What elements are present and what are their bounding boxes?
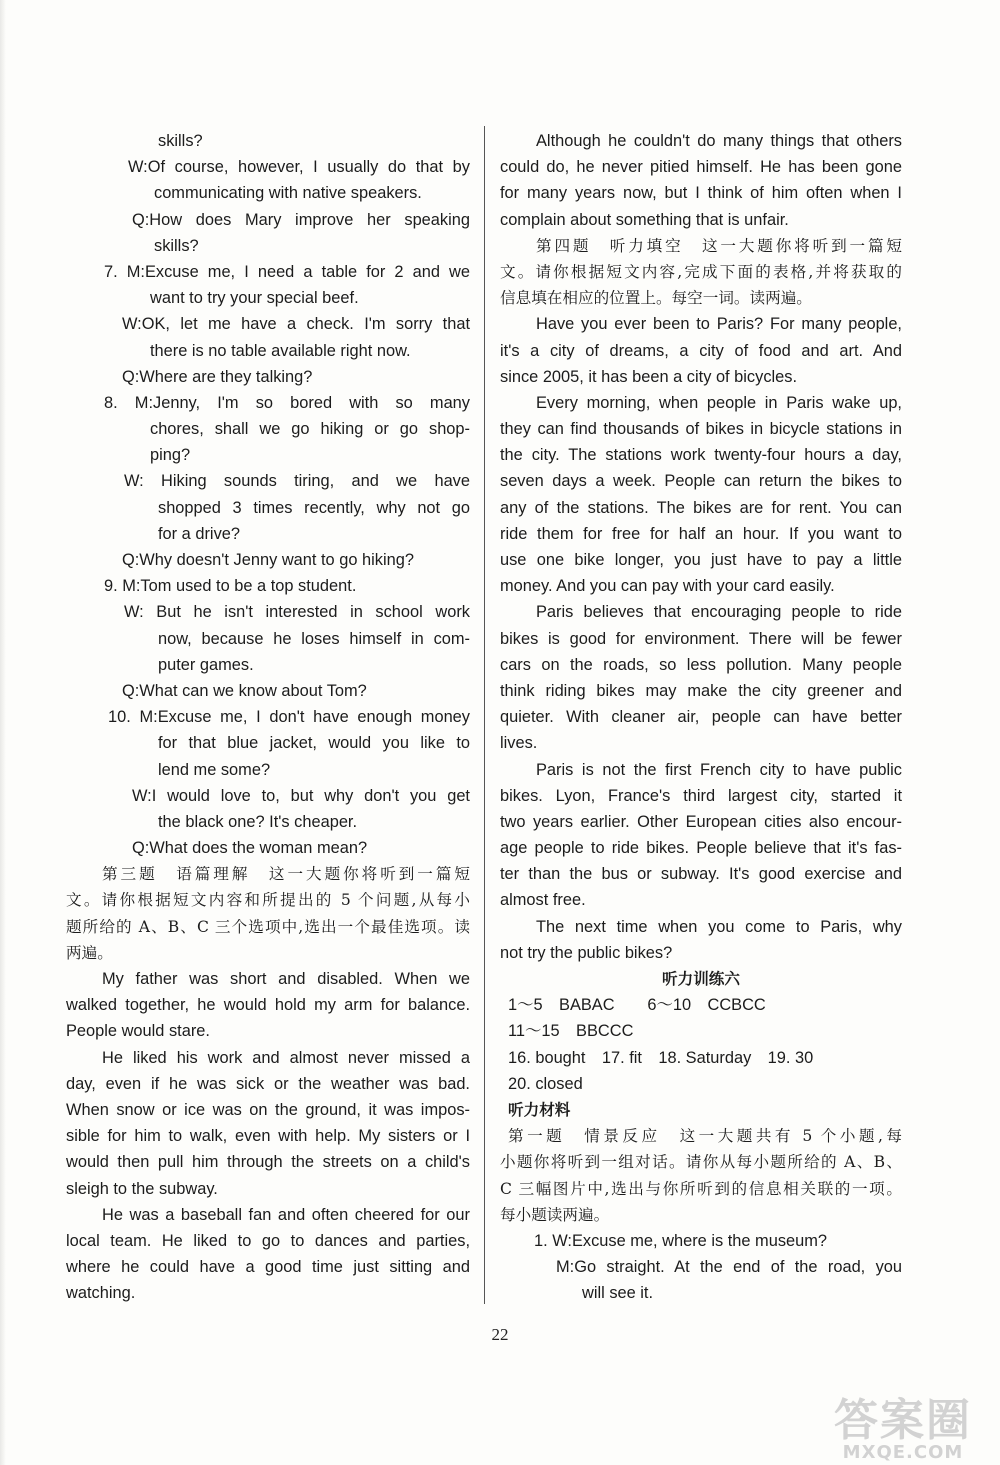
text-line: will see it.: [582, 1284, 654, 1303]
text-line: could do, he never pitied himself. He has been gone: [500, 158, 902, 177]
text-line: age people to ride bikes. People believe that it's fas-: [500, 839, 902, 858]
text-line: 8. M:Jenny, I'm so bored with so many: [104, 393, 470, 412]
text-line: 每小题读两遍。: [500, 1205, 610, 1224]
text-line: C 三幅图片中,选出与你所听到的信息相关联的一项。: [500, 1179, 902, 1198]
column-divider: [484, 126, 485, 1304]
text-line: ping?: [150, 446, 191, 465]
text-line: use one bike longer, you just have to pay a little: [500, 551, 902, 569]
section-title: 听力材料: [508, 1099, 571, 1119]
text-line: any of the stations. The bikes are for rent. You can: [500, 498, 902, 517]
text-line: 10. M:Excuse me, I don't have enough money: [108, 708, 470, 727]
text-line: Q:How does Mary improve her speaking: [132, 210, 470, 229]
text-line: now, because he loses himself in com-: [158, 629, 470, 648]
section-title: 听力训练六: [662, 969, 740, 988]
text-line: 两遍。: [66, 943, 113, 962]
text-line: bikes. Lyon, France's third largest city, started it: [500, 786, 902, 805]
text-line: He liked his work and almost never missed a: [102, 1048, 470, 1067]
text-line: Q:What can we know about Tom?: [122, 681, 367, 700]
watermark: [808, 1395, 998, 1464]
text-line: Q:What does the woman mean?: [132, 839, 368, 858]
text-line: skills?: [154, 236, 199, 255]
text-line: there is no table available right now.: [150, 341, 411, 360]
text-line: local team. He liked to go to dances and parties,: [66, 1231, 470, 1250]
answer-line: 11～15 BBCCC: [508, 1022, 634, 1041]
text-line: My father was short and disabled. When we: [102, 970, 470, 988]
text-line: puter games.: [158, 655, 254, 674]
text-line: they can find thousands of bikes in bicycle stations in: [500, 420, 902, 439]
text-line: it's a city of dreams, a city of food and art. And: [500, 341, 902, 360]
text-line: lend me some?: [158, 760, 271, 779]
text-line: for a drive?: [158, 524, 240, 543]
section-heading: 第三题 语篇理解 这一大题你将听到一篇短: [102, 865, 470, 884]
text-line: 题所给的 A、B、C 三个选项中,选出一个最佳选项。读: [66, 917, 470, 936]
text-line: not try the public bikes?: [500, 943, 673, 962]
text-line: People would stare.: [66, 1022, 210, 1041]
text-line: Although he couldn't do many things that others: [536, 132, 902, 150]
watermark-url: MXQE.COM: [842, 1442, 964, 1463]
text-line: skills?: [158, 132, 203, 150]
text-line: complain about something that is unfair.: [500, 210, 789, 229]
text-line: quieter. With cleaner air, people can have better: [500, 708, 902, 727]
text-line: money. And you can pay with your card easily.: [500, 577, 835, 596]
text-line: for that blue jacket, would you like to: [158, 734, 470, 753]
text-line: Paris is not the first French city to have public: [536, 760, 902, 779]
text-line: day, even if he was sick or the weather was bad.: [66, 1074, 470, 1093]
section-heading: 第四题 听力填空 这一大题你将听到一篇短: [536, 236, 902, 255]
page-number: 22: [491, 1325, 509, 1344]
text-line: ter than the bus or subway. It's good exercise and: [500, 865, 902, 884]
text-line: the black one? It's cheaper.: [158, 812, 358, 831]
section-heading: 第一题 情景反应 这一大题共有 5 个小题,每: [508, 1127, 902, 1146]
text-line: Q:Why doesn't Jenny want to go hiking?: [122, 551, 414, 569]
text-line: communicating with native speakers.: [154, 184, 422, 203]
text-line: watching.: [66, 1284, 136, 1303]
text-line: He was a baseball fan and often cheered for our: [102, 1205, 470, 1224]
text-line: two years earlier. Other European cities also encour-: [500, 812, 902, 831]
text-line: The next time when you come to Paris, why: [536, 917, 902, 936]
text-line: want to try your special beef.: [150, 289, 359, 308]
text-line: walked together, he would hold my arm for balance.: [66, 996, 470, 1015]
text-line: 信息填在相应的位置上。每空一词。读两遍。: [500, 289, 812, 308]
text-line: 文。请你根据短文内容,完成下面的表格,并将获取的: [500, 262, 902, 281]
text-line: Paris believes that encouraging people to ride: [536, 603, 902, 622]
text-line: W: But he isn't interested in school work: [124, 603, 470, 622]
right-column: [500, 128, 902, 1306]
text-line: seven days a week. People can return the bikes to: [500, 472, 902, 491]
text-line: 1. W:Excuse me, where is the museum?: [534, 1231, 828, 1250]
text-line: Have you ever been to Paris? For many people,: [536, 315, 902, 334]
text-line: almost free.: [500, 891, 586, 910]
text-line: lives.: [500, 734, 538, 753]
text-line: M:Go straight. At the end of the road, you: [556, 1258, 902, 1277]
text-line: where he could have a good time just sitting and: [66, 1258, 470, 1277]
text-line: chores, shall we go hiking or go shop-: [150, 420, 470, 439]
text-line: think riding bikes may make the city greener and: [500, 681, 902, 700]
text-line: When snow or ice was on the ground, it was impos-: [66, 1100, 470, 1119]
text-line: W:OK, let me have a check. I'm sorry that: [122, 315, 470, 334]
answer-line: 1～5 BABAC 6～10 CCBCC: [508, 996, 766, 1015]
answer-line: 20. closed: [508, 1074, 583, 1093]
watermark-logo: 答案圈: [834, 1395, 972, 1446]
text-line: 小题你将听到一组对话。请你从每小题所给的 A、B、: [500, 1153, 902, 1172]
text-line: W:Of course, however, I usually do that by: [128, 158, 470, 177]
left-column: [66, 128, 470, 1306]
text-line: the city. The stations work twenty-four hours a day,: [500, 446, 902, 465]
text-line: cars on the roads, so less pollution. Many people: [500, 655, 902, 674]
text-line: 文。请你根据短文内容和所提出的 5 个问题,从每小: [66, 891, 470, 910]
text-line: 9. M:Tom used to be a top student.: [104, 577, 357, 596]
text-line: would then pull him through the streets on a child's: [66, 1153, 470, 1172]
text-line: sible for him to walk, even with help. My sisters or I: [66, 1127, 470, 1146]
text-line: shopped 3 times recently, why not go: [158, 498, 470, 517]
scan-edge: [0, 0, 6, 1465]
text-line: since 2005, it has been a city of bicycles.: [500, 367, 798, 386]
text-line: Q:Where are they talking?: [122, 367, 313, 386]
text-line: for many years now, but I think of him often when I: [500, 184, 902, 203]
text-line: Every morning, when people in Paris wake up,: [536, 393, 902, 412]
text-line: ride them for free for half an hour. If you want to: [500, 524, 902, 543]
text-line: W: Hiking sounds tiring, and we have: [124, 472, 470, 491]
text-line: sleigh to the subway.: [66, 1179, 218, 1198]
text-line: W:I would love to, but why don't you get: [132, 786, 470, 805]
text-line: bikes is good for environment. There will be fewer: [500, 629, 902, 648]
answer-line: 16. bought 17. fit 18. Saturday 19. 30: [508, 1048, 814, 1067]
text-line: 7. M:Excuse me, I need a table for 2 and we: [104, 262, 470, 281]
